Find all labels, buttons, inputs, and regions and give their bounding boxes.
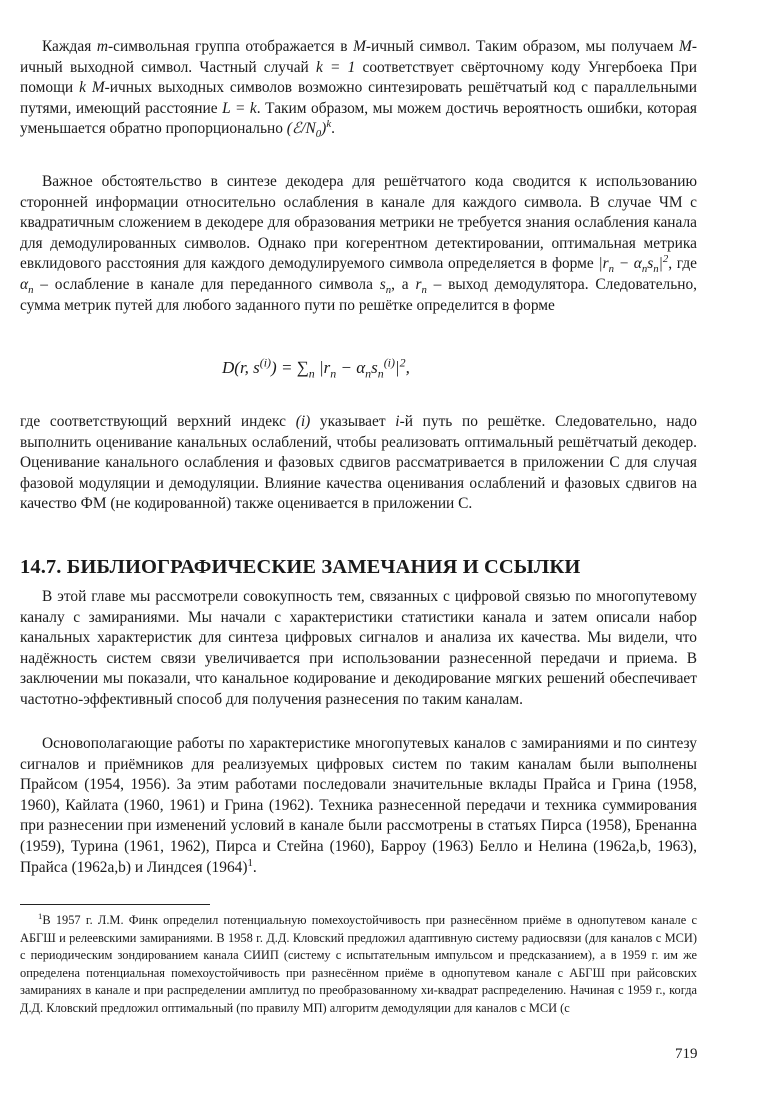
footnote-reference[interactable]: 1 [247, 856, 253, 869]
footnote: $^1$В 1957 г. Л.М. Финк определил потенциальную помехоустойчивость при разнесённом приёме в однопутевом канале с АБГШ и релеевскими замираниями. В 1958 г. Д.Д. Кловский предложил адаптивную систему радиосвязи (для каналов с МСИ) с периодическим зондированием канала СИИП (систему с испытательным импульсом и предсказанием), а в 1959 г. им же определена потенциальная помехоустойчивость при разнесённом приёме в однопутевом канале с АБГШ при райсовских замираниях в канале и при распределении амплитуд по преобразованному хи-квадрат распределению. Начиная с 1959 г., когда Д.Д. Кловский предложил оптимальный (по правилу МП) алгоритм демодуляции для каналов с МСИ (с [20, 910, 697, 1015]
snr-ratio-expression: $(ℰ/N_0)^k$ [286, 118, 332, 141]
paragraph-m-ary-symbol: Каждая m-символьная группа отображается в M-ичный символ. Таким образом, мы получаем M-ичный выходной символ. Частный случай k = 1 соответствует свёрточному коду Унгербоека При помощи k M-ичных выходных символов возможно синтезировать решётчатый код с параллельными путями, имеющий расстояние L = k. Таким образом, мы можем достичь вероятность ошибки, которая уменьшается обратно пропорционально $(ℰ/N_0)^k$. [20, 38, 698, 141]
paragraph-chapter-summary: В этой главе мы рассмотрели совокупность тем, связанных с цифровой связью по многопутевому каналу с замираниями. Мы начали с характеристики статистики канала и затем описали набор канальных характеристик для синтеза цифровых сигналов и анализа их качества. Мы видели, что надёжность систем связи увеличивается при использовании разнесенной передачи и приема. В заключении мы показали, что канальное кодирование и декодирование мягких решений обеспечивает частотно-эффективный способ для получения разнесения по таким каналам. [20, 588, 697, 708]
footnote-marker: 1 [38, 910, 43, 921]
section-heading: 14.7. БИБЛИОГРАФИЧЕСКИЕ ЗАМЕЧАНИЯ И ССЫЛКИ [20, 556, 581, 578]
paragraph-decoder-synthesis: Важное обстоятельство в синтезе декодера для решётчатого кода сводится к использованию сторонней информации относительно ослабления в канале для каждого символа. В случае ЧМ с квадратичным сложением в декодере для образования метрики не требуется знания ослабления канала для демодулированных символов. Однако при когерентном детектировании, оптимальная метрика евклидового расстояния для каждого демодулируемого символа определяется в форме $|r_n - \alpha_ns_n|^2$, где $\alpha_n$ – ослабление в канале для переданного символа $s_n$, а $r_n$ – выход демодулятора. Следовательно, сумма метрик путей для любого заданного пути по решётке определится в форме [20, 173, 698, 314]
footnote-divider [20, 904, 210, 905]
paragraph-foundational-works: Основополагающие работы по характеристике многопутевых каналов с замираниями и по синтезу сигналов и приёмников для реализуемых цифровых систем по таким каналам были выполнены Прайсом (1954, 1956). За этим работами последовали значительные вклады Прайса и Грина (1958, 1960), Кайлата (1960, 1961) и Грина (1962). Техника разнесенной передачи и техника суммирования при разнесении при изменений условий в канале были рассмотрены в статьях Пирса (1958), Бренанна (1959), Турина (1961, 1962), Пирса и Стейна (1960), Барроу (1963) Белло и Нелина (1962a,b, 1963), Прайса (1962a,b) и Линдсея (1964)$^1$. [20, 735, 697, 876]
path-metric-formula: D(r, $s^{(i)}) = \sum_n$ $|r_n - \alpha_ns_n^{(i)}|^2$, [222, 355, 410, 381]
paragraph-path-index: где соответствующий верхний индекс (i) указывает i-й путь по решётке. Следовательно, надо выполнить оценивание канальных ослаблений, чтобы реализовать оптимальный решётчатый декодер. Оценивание канального ослабления и фазовых сдвигов рассматривается в приложении С для случая фазовой модуляции и демодуляции. Влияние качества оценивания ослаблений и фазовых сдвигов на качество ФМ (не кодированной) также оценивается в приложении С. [20, 413, 697, 513]
euclidean-metric-expression: $|r_n - \alpha_ns_n|^2$ [598, 253, 669, 276]
page-number: 719 [675, 1046, 698, 1062]
